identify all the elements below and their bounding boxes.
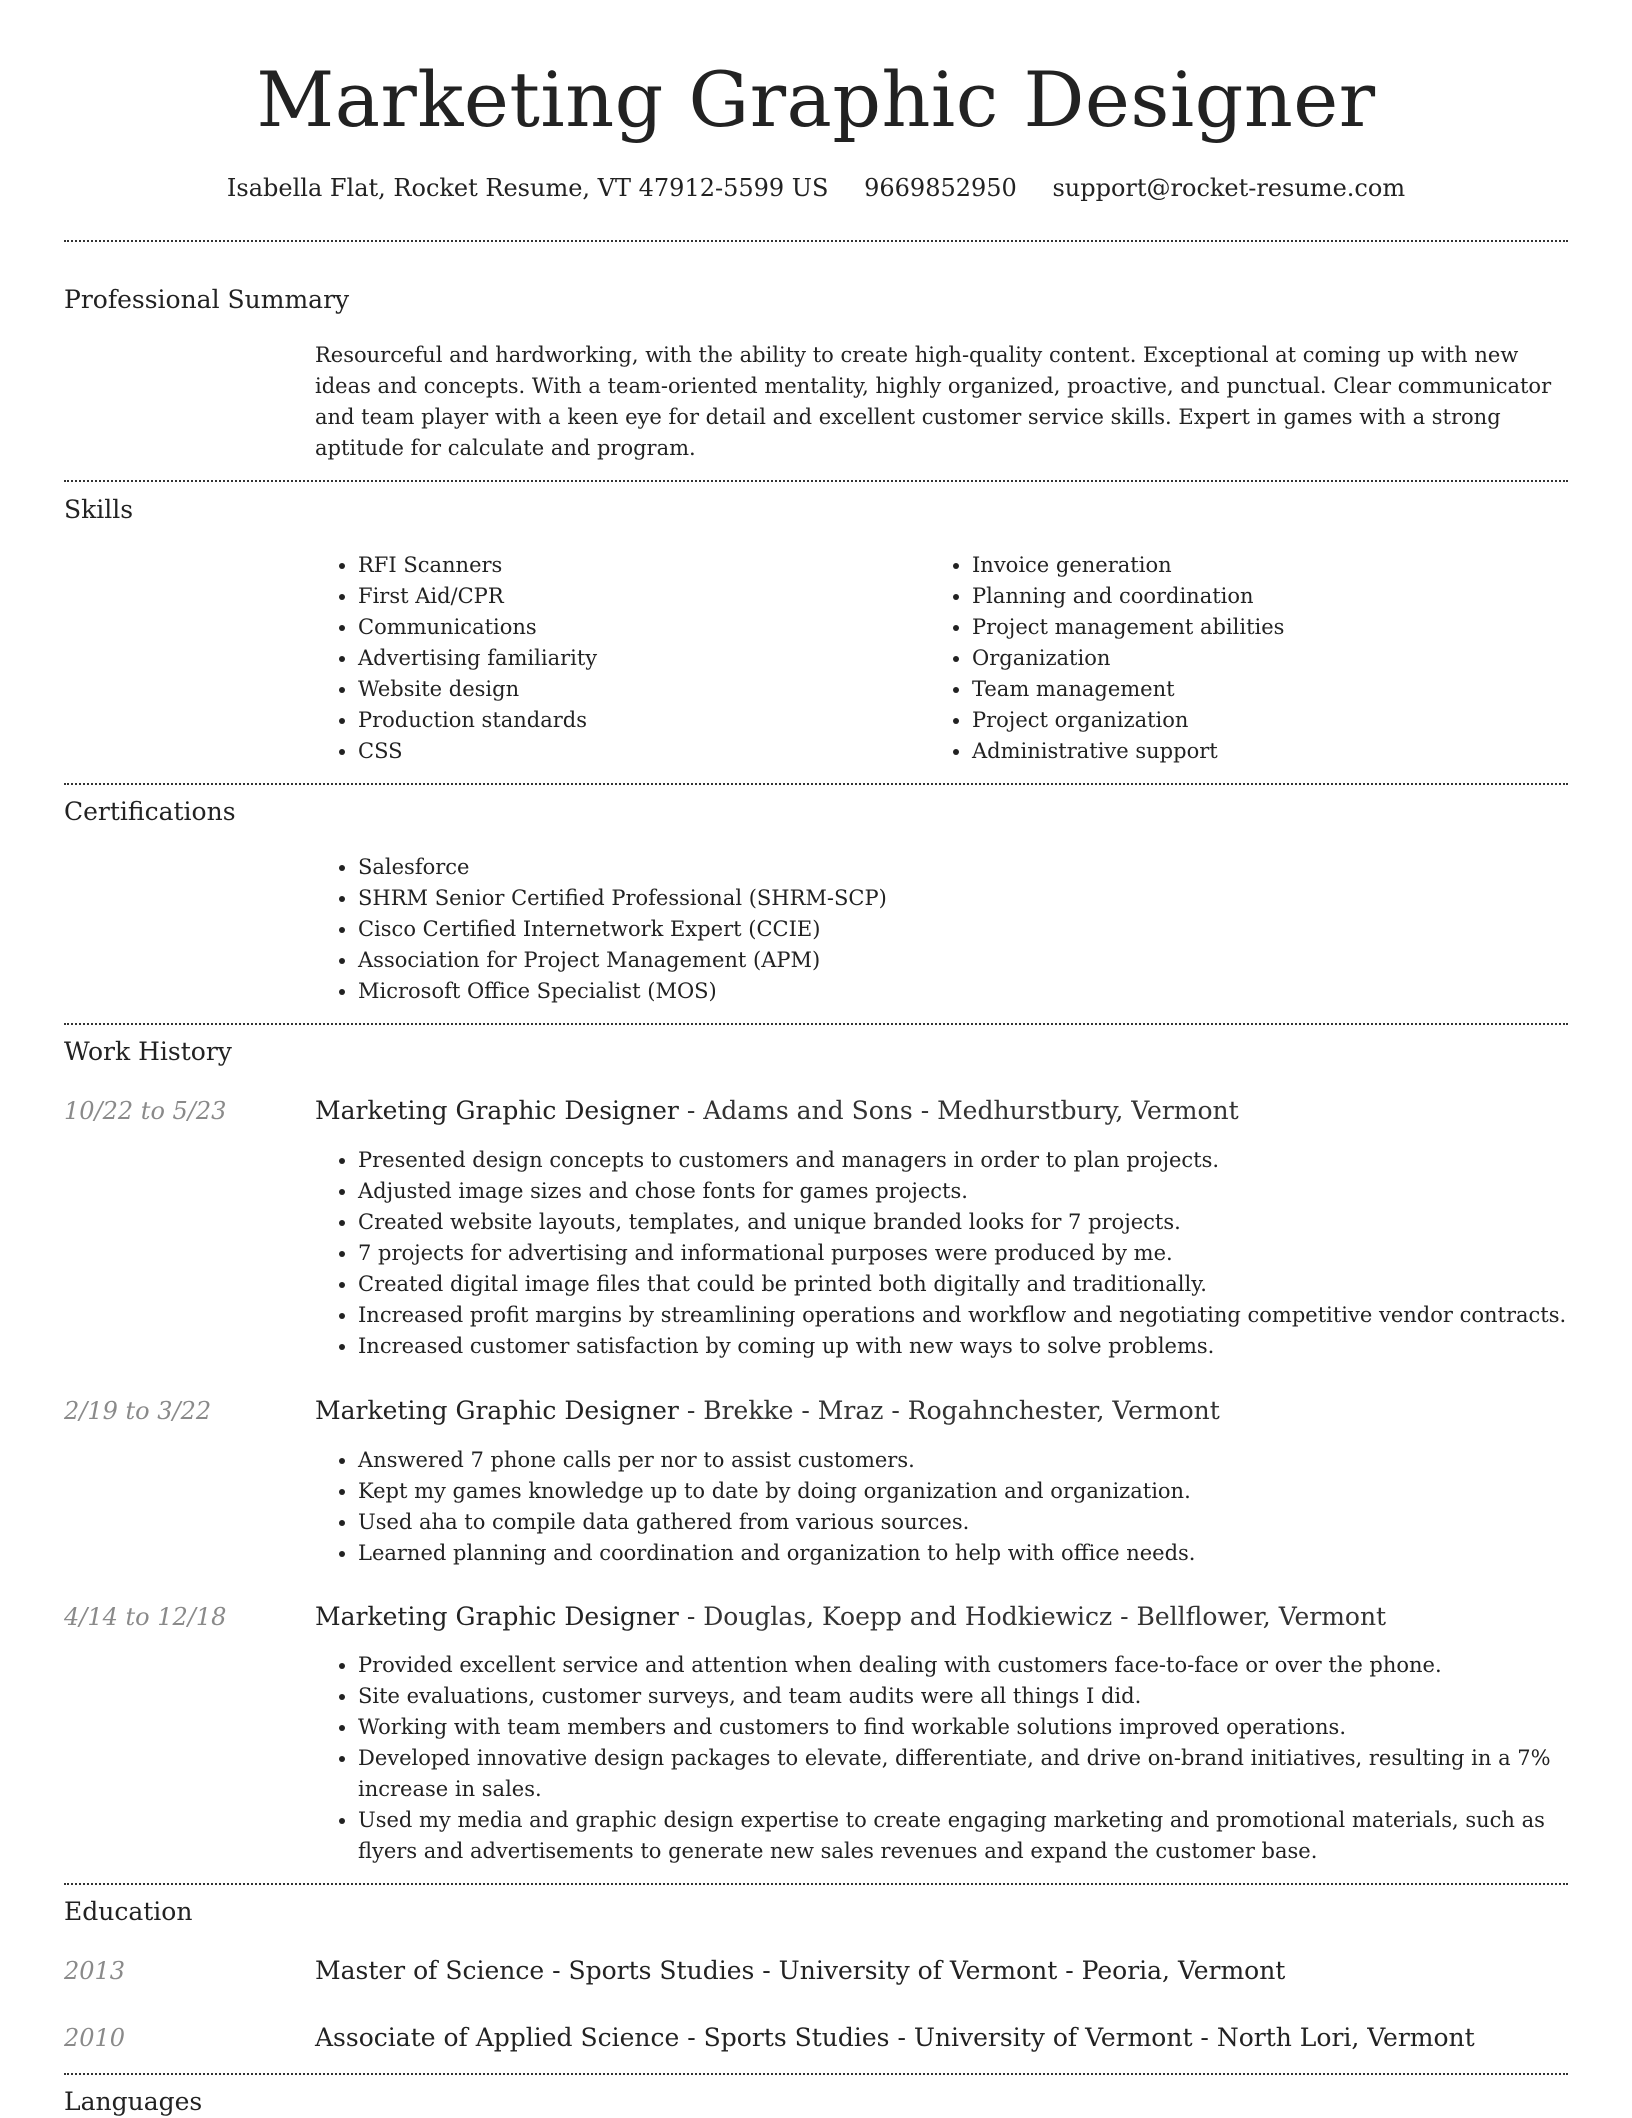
skill-item: • Production standards [358, 705, 918, 736]
contact-email: support@rocket-resume.com [1052, 174, 1406, 202]
job-role: Marketing Graphic Designer [315, 1096, 679, 1125]
job-bullet: • Answered 7 phone calls per nor to assist customers. [358, 1445, 1608, 1476]
job-role: Marketing Graphic Designer [315, 1396, 679, 1425]
section-title-certifications: Certifications [64, 797, 236, 826]
job-bullet: • Used my media and graphic design expertise to create engaging marketing and promotional materials, such as flyers and advertisements to generate new sales revenues and expand the customer base. [358, 1805, 1608, 1867]
skill-item: • Invoice generation [972, 550, 1532, 581]
job-dates: 4/14 to 12/18 [64, 1603, 227, 1631]
education-degree: Master of Science - Sports Studies - University of Vermont - Peoria, Vermont [315, 1956, 1286, 1985]
education-year: 2010 [64, 2024, 126, 2052]
certification-item: • Cisco Certified Internetwork Expert (CCIE) [358, 914, 1558, 945]
section-title-skills: Skills [64, 495, 134, 524]
job-details: - Douglas, Koepp and Hodkiewicz - Bellflower, Vermont [678, 1602, 1387, 1631]
contact-line [0, 172, 1632, 204]
summary-text: Resourceful and hardworking, with the ability to create high-quality content. Exceptional at coming up with new ideas and concepts. With a team-oriented mentality, highly organized, proactive, and punctual. Clear communicator and team player with a keen eye for detail and excellent customer service skills. Expert in games with a strong aptitude for calculate and program. [315, 343, 1552, 460]
contact-address: Isabella Flat, Rocket Resume, VT 47912-5599 US [226, 174, 829, 202]
job-bullet: • Created digital image files that could be printed both digitally and traditionally. [358, 1269, 1608, 1300]
job-bullet: • Provided excellent service and attention when dealing with customers face-to-face or over the phone. [358, 1650, 1608, 1681]
skill-item: • First Aid/CPR [358, 581, 918, 612]
section-title-languages: Languages [64, 2087, 203, 2116]
skills-list-right [928, 550, 1532, 767]
divider [64, 1883, 1568, 1885]
job-bullet: • Site evaluations, customer surveys, and team audits were all things I did. [358, 1681, 1608, 1712]
job-bullets [314, 1145, 1608, 1362]
job-bullets [314, 1650, 1608, 1867]
job-bullet: • 7 projects for advertising and informational purposes were produced by me. [358, 1238, 1608, 1269]
job-bullets [314, 1445, 1608, 1569]
certification-item: • Salesforce [358, 852, 1558, 883]
skill-item: • Project management abilities [972, 612, 1532, 643]
contact-phone: 9669852950 [864, 174, 1017, 202]
job-bullet: • Working with team members and customers to find workable solutions improved operations. [358, 1712, 1608, 1743]
job-role: Marketing Graphic Designer [315, 1602, 679, 1631]
job-bullet: • Kept my games knowledge up to date by doing organization and organization. [358, 1476, 1608, 1507]
skill-item: • Administrative support [972, 736, 1532, 767]
skill-item: • Organization [972, 643, 1532, 674]
job-dates: 2/19 to 3/22 [64, 1397, 212, 1425]
skill-item: • RFI Scanners [358, 550, 918, 581]
job-bullet: • Created website layouts, templates, and unique branded looks for 7 projects. [358, 1207, 1608, 1238]
job-bullet: • Used aha to compile data gathered from various sources. [358, 1507, 1608, 1538]
job-heading [315, 1601, 1386, 1633]
skills-list-left [314, 550, 918, 767]
skill-item: • Advertising familiarity [358, 643, 918, 674]
education-year: 2013 [64, 1957, 126, 1985]
section-title-work-history: Work History [64, 1037, 232, 1066]
job-dates: 10/22 to 5/23 [64, 1097, 227, 1125]
resume-name-title: Marketing Graphic Designer [256, 55, 1376, 144]
skill-item: • Website design [358, 674, 918, 705]
job-bullet: • Learned planning and coordination and organization to help with office needs. [358, 1538, 1608, 1569]
job-bullet: • Presented design concepts to customers and managers in order to plan projects. [358, 1145, 1608, 1176]
job-bullet: • Adjusted image sizes and chose fonts for games projects. [358, 1176, 1608, 1207]
job-heading [315, 1395, 1220, 1427]
certification-item: • Microsoft Office Specialist (MOS) [358, 976, 1558, 1007]
certification-item: • Association for Project Management (APM) [358, 945, 1558, 976]
divider [64, 480, 1568, 482]
section-title-summary: Professional Summary [64, 285, 350, 314]
certification-item: • SHRM Senior Certified Professional (SHRM-SCP) [358, 883, 1558, 914]
skill-item: • Planning and coordination [972, 581, 1532, 612]
divider [64, 1023, 1568, 1025]
divider [64, 783, 1568, 785]
skill-item: • Project organization [972, 705, 1532, 736]
section-title-education: Education [64, 1897, 193, 1926]
skill-item: • Communications [358, 612, 918, 643]
job-details: - Adams and Sons - Medhurstbury, Vermont [678, 1096, 1239, 1125]
skill-item: • Team management [972, 674, 1532, 705]
education-degree: Associate of Applied Science - Sports Studies - University of Vermont - North Lori, Vermont [315, 2023, 1475, 2052]
skill-item: • CSS [358, 736, 918, 767]
job-bullet: • Increased profit margins by streamlining operations and workflow and negotiating competitive vendor contracts. [358, 1300, 1608, 1331]
divider [64, 2073, 1568, 2075]
divider [64, 240, 1568, 242]
job-bullet: • Increased customer satisfaction by coming up with new ways to solve problems. [358, 1331, 1608, 1362]
certifications-list [314, 852, 1558, 1007]
job-bullet: • Developed innovative design packages to elevate, differentiate, and drive on-brand initiatives, resulting in a 7% increase in sales. [358, 1743, 1608, 1805]
job-heading [315, 1095, 1239, 1127]
job-details: - Brekke - Mraz - Rogahnchester, Vermont [678, 1396, 1220, 1425]
